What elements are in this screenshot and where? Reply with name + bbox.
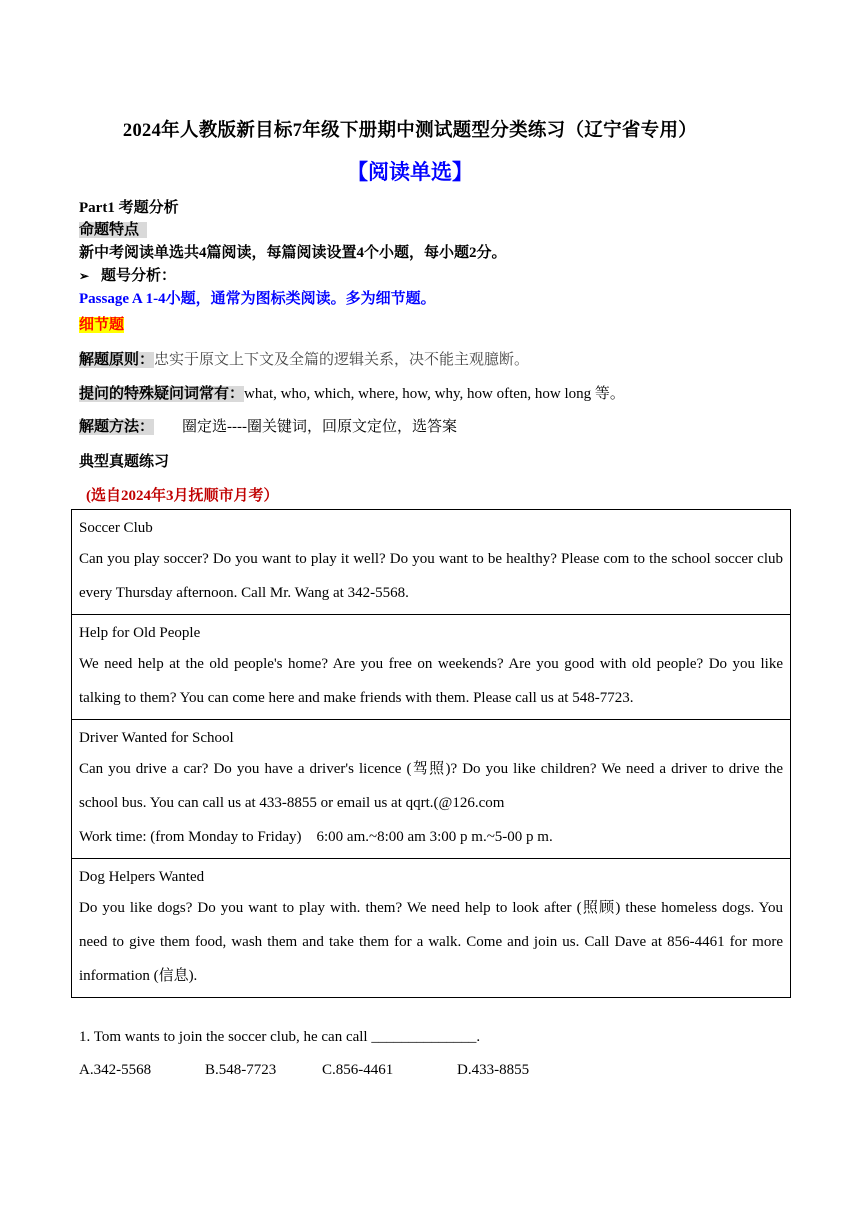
option-a: A.342-5568 — [79, 1062, 152, 1078]
passage-note: Passage A 1-4小题，通常为图标类阅读。多为细节题。 — [79, 291, 436, 307]
ad-body: Can you play soccer? Do you want to play it well? Do you want to be healthy? Please com to the school soccer club every Thursday afternoon. Call Mr. Wang at 342-5568. — [79, 551, 783, 601]
bullet-line — [79, 264, 176, 285]
features-label-line — [79, 218, 147, 239]
ad-title: Soccer Club — [79, 520, 153, 536]
option-c: C.856-4461 — [322, 1062, 394, 1078]
ad-body: Can you drive a car? Do you have a driver's licence (驾照)? Do you like children? We need a driver to drive the school bus. You can call us at 433-8855 or email us at qqrt.(@126.com — [79, 761, 783, 811]
principle-text: 忠实于原文上下文及全篇的逻辑关系，决不能主观臆断。 — [154, 352, 530, 368]
arrow-bullet-icon: ➢ — [79, 269, 90, 283]
practice-heading: 典型真题练习 — [79, 454, 170, 470]
option-d: D.433-8855 — [457, 1062, 530, 1078]
source-note: (选自2024年3月抚顺市月考） — [86, 488, 279, 504]
features-text: 新中考阅读单选共4篇阅读，每篇阅读设置4个小题，每小题2分。 — [79, 245, 507, 261]
question-words-label: 提问的特殊疑问词常有： — [79, 386, 245, 402]
question-words-text: what, who, which, where, how, why, how often, how long 等。 — [244, 386, 625, 402]
part-heading: Part1 考题分析 — [79, 200, 179, 216]
detail-tag-line — [79, 313, 124, 334]
method-text: 圈定选----圈关键词，回原文定位，选答案 — [182, 419, 457, 435]
ad-work-time: Work time: (from Monday to Friday) 6:00 am.~8:00 am 3:00 p m.~5-00 p m. — [79, 829, 553, 845]
principle-line — [79, 348, 529, 369]
ad-title: Driver Wanted for School — [79, 730, 234, 746]
ads-table — [71, 509, 791, 998]
ad-cell-driver — [72, 720, 790, 859]
ad-cell-dog-helpers — [72, 859, 790, 998]
ad-body: Do you like dogs? Do you want to play with. them? We need help to look after (照顾) these homeless dogs. You need to give them food, wash them and take them for a walk. Come and join us. Call Dave at 856-4461 for more information (信息). — [79, 900, 783, 984]
question-words-line — [79, 382, 625, 403]
bullet-text: 题号分析： — [101, 268, 177, 284]
detail-tag: 细节题 — [79, 317, 125, 333]
ad-body: We need help at the old people's home? Are you free on weekends? Are you good with old people? Do you like talking to them? You can come here and make friends with them. Please call us at 548-7723. — [79, 656, 783, 706]
method-line — [79, 415, 457, 436]
ad-cell-old-people — [72, 615, 790, 720]
features-label: 命题特点 — [79, 222, 140, 238]
question-stem: 1. Tom wants to join the soccer club, he can call ______________. — [79, 1029, 481, 1045]
section-title: 【阅读单选】 — [347, 160, 473, 184]
question-options — [79, 1062, 529, 1079]
ad-title: Help for Old People — [79, 625, 201, 641]
option-b: B.548-7723 — [205, 1062, 277, 1078]
ad-title: Dog Helpers Wanted — [79, 869, 205, 885]
method-label: 解题方法： — [79, 419, 155, 435]
document-title: 2024年人教版新目标7年级下册期中测试题型分类练习（辽宁省专用） — [122, 121, 698, 141]
ad-cell-soccer-club — [72, 510, 790, 615]
principle-label: 解题原则： — [79, 352, 155, 368]
